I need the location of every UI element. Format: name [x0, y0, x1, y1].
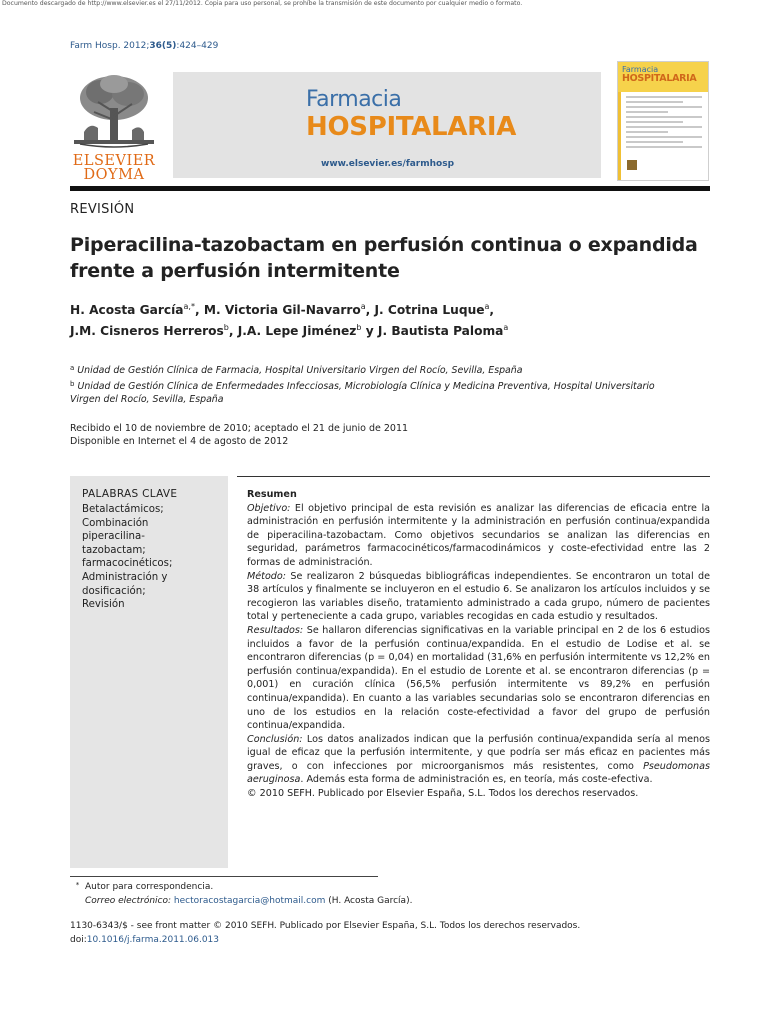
cover-text-lines: [626, 96, 702, 151]
objective-label: Objetivo:: [247, 502, 291, 514]
article-dates: [70, 422, 408, 448]
author-name: J.M. Cisneros Herreros: [70, 324, 224, 338]
doi-link[interactable]: 10.1016/j.farma.2011.06.013: [86, 934, 220, 945]
keyword-line: Betalactámicos;: [82, 504, 164, 515]
abstract-heading: Resumen: [247, 489, 297, 500]
header-divider: [70, 186, 710, 191]
email-line: Correo electrónico: hectoracostagarcia@hotmail.com (H. Acosta García).: [85, 895, 413, 906]
journal-url-link[interactable]: www.elsevier.es/farmhosp: [321, 159, 455, 169]
keyword-line: farmacocinéticos;: [82, 558, 173, 570]
download-notice: Documento descargado de http://www.elsevier.es el 27/11/2012. Copia para uso personal, se prohíbe la transmisión de este documento por cualquier medio o formato.: [2, 0, 523, 7]
cover-title-farmacia: Farmacia: [622, 65, 659, 74]
keyword-line: Combinación: [82, 517, 149, 529]
keywords-box: [70, 476, 228, 868]
author-affiliation-mark: b: [356, 323, 362, 332]
cover-title-hospitalaria: HOSPITALARIA: [622, 73, 697, 84]
article-title: Piperacilina-tazobactam en perfusión continua o expandida frente a perfusión intermitente: [70, 234, 698, 282]
author-name: M. Victoria Gil-Navarro: [203, 303, 361, 317]
conclusion-label: Conclusión:: [247, 733, 303, 745]
banner-title-hospitalaria: HOSPITALARIA: [306, 112, 517, 142]
species-name: Pseudomonas aeruginosa: [247, 760, 710, 786]
keyword-line: tazobactam;: [82, 544, 146, 556]
banner-title-farmacia: Farmacia: [306, 87, 402, 112]
section-label: REVISIÓN: [70, 202, 135, 217]
author-name: J. Bautista Paloma: [377, 324, 504, 338]
abstract-conclusion: Conclusión: Los datos analizados indican que la perfusión continua/expandida sería al menos igual de eficaz que la perfusión intermitente, y que podría ser más eficaz en pacientes más graves, o con infecciones por microorganismos más resistentes, como Pseudomonas aeruginosa. Además esta forma de administración es, en teoría, más coste-efectiva.: [247, 733, 710, 786]
corresponding-author-note: * Autor para correspondencia.: [70, 879, 412, 895]
abstract: [247, 488, 710, 801]
author-name: J.A. Lepe Jiménez: [237, 324, 357, 338]
abstract-objective: Objetivo: El objetivo principal de esta revisión es analizar las diferencias de eficacia entre la administración en perfusión intermitente y la administración en perfusión continua/expandida de piperacilina-tazobactam. Como objetivos secundarios se analizan las diferencias en seguridad, parámetros farmacocinéticos/farmacodinámicos y coste-efectividad entre las 2 formas de administración.: [247, 502, 710, 568]
keyword-line: dosificación;: [82, 585, 146, 597]
keyword-line: Administración y: [82, 571, 168, 583]
online-date: Disponible en Internet el 4 de agosto de 2012: [70, 436, 289, 447]
author-affiliation-mark: b: [223, 323, 229, 332]
logo-elsevier-text: ELSEVIER: [72, 153, 156, 169]
footnote-star: *: [75, 881, 80, 889]
logo-doyma-text: DOYMA: [83, 167, 145, 183]
journal-cover-thumbnail: [617, 61, 709, 181]
affiliation-item: $^b$ Unidad de Gestión Clínica de Enfermedades Infecciosas, Microbiología Clínica y Medicina Preventiva, Hospital Universitario: [70, 379, 655, 392]
cover-side-stripe: [618, 92, 621, 181]
affiliation-continuation: Virgen del Rocío, Sevilla, España: [70, 394, 224, 405]
author-affiliation-mark: a: [503, 323, 509, 332]
footnote: [70, 879, 412, 908]
author-affiliation-mark: a: [484, 302, 490, 311]
keyword-line: piperacilina-: [82, 531, 145, 543]
journal-banner: [173, 72, 601, 178]
citation-volume: 36: [149, 41, 162, 51]
affiliation-item: $^a$ Unidad de Gestión Clínica de Farmacia, Hospital Universitario Virgen del Rocío, Sevilla, España: [70, 364, 523, 376]
author-affiliation-mark: a,*: [183, 302, 195, 311]
citation-pages: :424–429: [176, 41, 219, 51]
abstract-copyright: © 2010 SEFH. Publicado por Elsevier España, S.L. Todos los derechos reservados.: [247, 788, 639, 800]
keyword-line: Revisión: [82, 599, 125, 611]
author-name: H. Acosta García: [70, 303, 184, 317]
cover-emblem-icon: [627, 160, 637, 170]
received-date: Recibido el 10 de noviembre de 2010; aceptado el 21 de junio de 2011: [70, 423, 409, 434]
abstract-method: Método: Se realizaron 2 búsquedas bibliográficas independientes. Se encontraron un total de 38 artículos y finalmente se incluyeron en el estudio 6. Se analizaron los artículos incluidos y se recogieron las variables diseño, tratamiento administrado a cada grupo, número de pacientes total y perteneciente a cada grupo, variables recogidas en cada estudio y resultados.: [247, 570, 710, 623]
front-matter-text: 1130-6343/$ - see front matter © 2010 SEFH. Publicado por Elsevier España, S.L. Todos los derechos reservados.: [70, 921, 581, 931]
elsevier-doyma-logo: [70, 72, 158, 182]
doi-line: doi:10.1016/j.farma.2011.06.013: [70, 934, 220, 945]
citation-issue: (5): [161, 41, 177, 51]
cover-header: [618, 62, 708, 92]
method-label: Método:: [247, 570, 287, 582]
author-name: J. Cotrina Luque: [374, 303, 485, 317]
keywords-title: PALABRAS CLAVE: [82, 488, 178, 500]
author-affiliation-mark: a: [360, 302, 366, 311]
author-list: H. Acosta García$^{a,*}$, M. Victoria Gil-Navarro$^a$, J. Cotrina Luque$^a$, J.M. Cisneros Herreros$^b$, J.A. Lepe Jiménez$^b$ y J. Bautista Paloma$^a$: [70, 302, 509, 338]
email-link[interactable]: hectoracostagarcia@hotmail.com: [173, 895, 326, 906]
journal-citation: [70, 41, 218, 51]
affiliations: [70, 362, 710, 407]
email-label: Correo electrónico:: [85, 895, 172, 906]
front-matter: [70, 920, 580, 947]
abstract-divider: [237, 476, 710, 477]
elsevier-tree-icon: [70, 72, 158, 150]
citation-journal: Farm Hosp. 2012;: [70, 41, 150, 51]
footnote-divider: [70, 876, 378, 877]
results-label: Resultados:: [247, 624, 304, 636]
abstract-results: Resultados: Se hallaron diferencias significativas en la variable principal en 2 de los 6 estudios incluidos a favor de la perfusión continua/expandida. En el estudio de Lodise et al. se encontraron diferencias (p = 0,04) en mortalidad (31,6% en perfusión intermitente vs 12,2% en perfusión continua/expandida). En el estudio de Lorente et al. se encontraron diferencias (p = 0,001) en curación clínica (56,5% perfusión intermitente vs 89,2% en perfusión continua/expandida). En cuanto a las variables secundarias solo se encontraron diferencias en uno de los estudios en la relación coste-efectividad a favor del grupo de perfusión continua/expandida.: [247, 624, 710, 732]
